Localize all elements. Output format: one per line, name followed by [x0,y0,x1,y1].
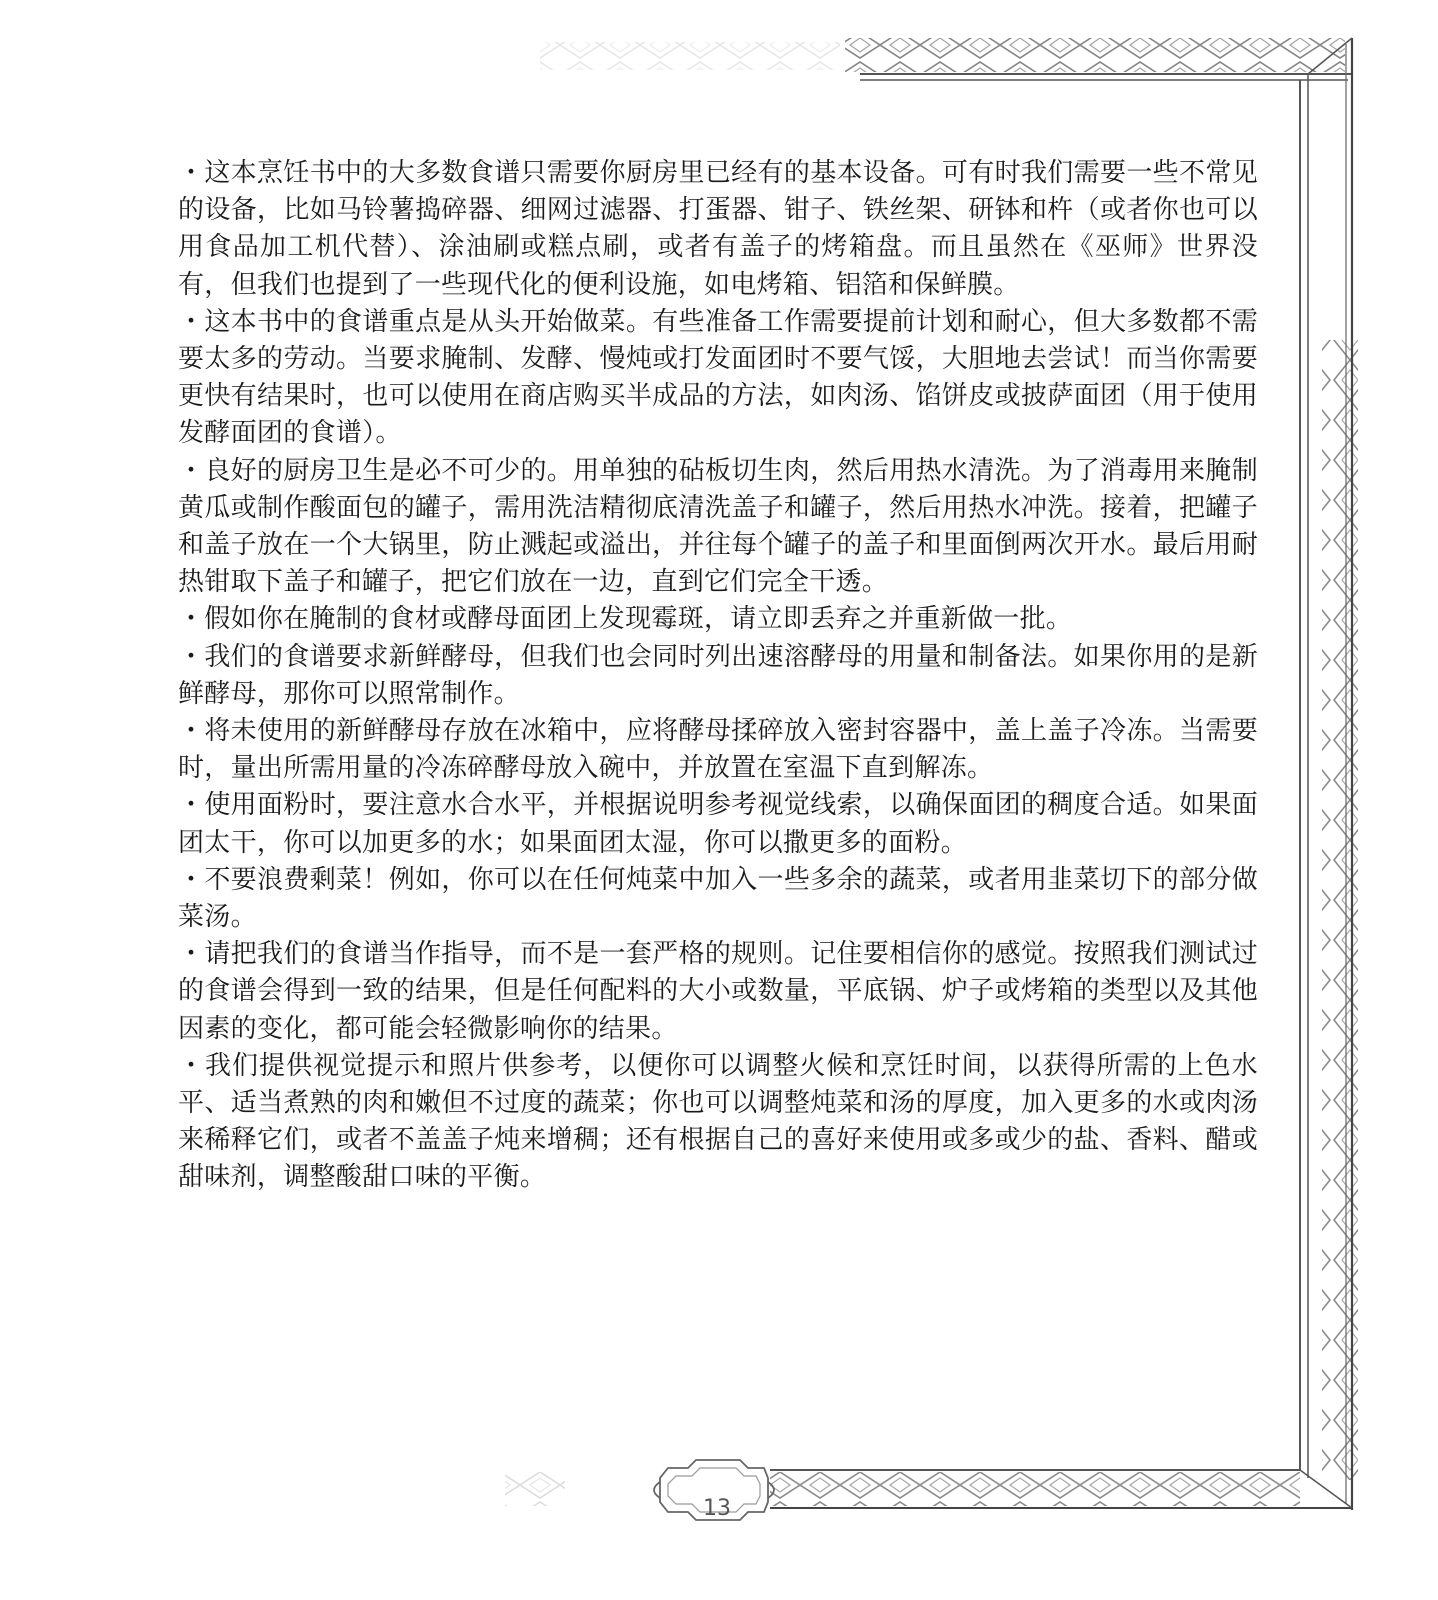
tip-guidelines: ・请把我们的食谱当作指导，而不是一套严格的规则。记住要相信你的感觉。按照我们测试过的食谱会得到一致的结果，但是任何配料的大小或数量，平底锅、炉子或烤箱的类型以及其他因素的变化，都可能会轻微影响你的结果。 [178,939,1258,1044]
page-number: 13 [703,1496,731,1521]
bottom-ornament [505,1470,1352,1508]
tip-leftovers: ・不要浪费剩菜！例如，你可以在任何炖菜中加入一些多余的蔬菜，或者用韭菜切下的部分做菜汤。 [178,864,1258,933]
tip-from-scratch: ・这本书中的食谱重点是从头开始做菜。有些准备工作需要提前计划和耐心，但大多数都不需要太多的劳动。当要求腌制、发酵、慢炖或打发面团时不要气馁，大胆地去尝试！而当你需要更快有结果时，也可以使用在商店购买半成品的方法，如肉汤、馅饼皮或披萨面团（用于使用发酵面团的食谱）。 [178,306,1258,449]
tip-yeast-storage: ・将未使用的新鲜酵母存放在冰箱中，应将酵母揉碎放入密封容器中，盖上盖子冷冻。当需要时，量出所需用量的冷冻碎酵母放入碗中，并放置在室温下直到解冻。 [178,716,1258,784]
tip-mold: ・假如你在腌制的食材或酵母面团上发现霉斑，请立即丢弃之并重新做一批。 [178,604,1073,635]
tips-section [178,155,1258,1197]
tip-flour-hydration: ・使用面粉时，要注意水合水平，并根据说明参考视觉线索，以确保面团的稠度合适。如果面团太干，你可以加更多的水；如果面团太湿，你可以撒更多的面粉。 [178,790,1258,858]
tip-kitchen-hygiene: ・良好的厨房卫生是必不可少的。用单独的砧板切生肉，然后用热水清洗。为了消毒用来腌制黄瓜或制作酸面包的罐子，需用洗洁精彻底清洗盖子和罐子，然后用热水冲洗。接着，把罐子和盖子放在一个大锅里，防止溅起或溢出，并往每个罐子的盖子和里面倒两次开水。最后用耐热钳取下盖子和罐子，把它们放在一边，直到它们完全干透。 [178,455,1258,598]
right-ornament [1300,38,1358,1510]
top-ornament [540,38,1352,80]
tip-fresh-yeast: ・我们的食谱要求新鲜酵母，但我们也会同时列出速溶酵母的用量和制备法。如果你用的是新鲜酵母，那你可以照常制作。 [178,641,1258,709]
tip-visual-cues: ・我们提供视觉提示和照片供参考，以便你可以调整火候和烹饪时间，以获得所需的上色水平、适当煮熟的肉和嫩但不过度的蔬菜；你也可以调整炖菜和汤的厚度，加入更多的水或肉汤来稀释它们，或者不盖盖子炖来增稠；还有根据自己的喜好来使用或多或少的盐、香料、醋或甜味剂，调整酸甜口味的平衡。 [178,1050,1258,1193]
tip-equipment: ・这本烹饪书中的大多数食谱只需要你厨房里已经有的基本设备。可有时我们需要一些不常见的设备，比如马铃薯捣碎器、细网过滤器、打蛋器、钳子、铁丝架、研钵和杵（或者你也可以用食品加工机代替）、涂油刷或糕点刷，或者有盖子的烤箱盘。而且虽然在《巫师》世界没有，但我们也提到了一些现代化的便利设施，如电烤箱、铝箔和保鲜膜。 [178,158,1258,300]
